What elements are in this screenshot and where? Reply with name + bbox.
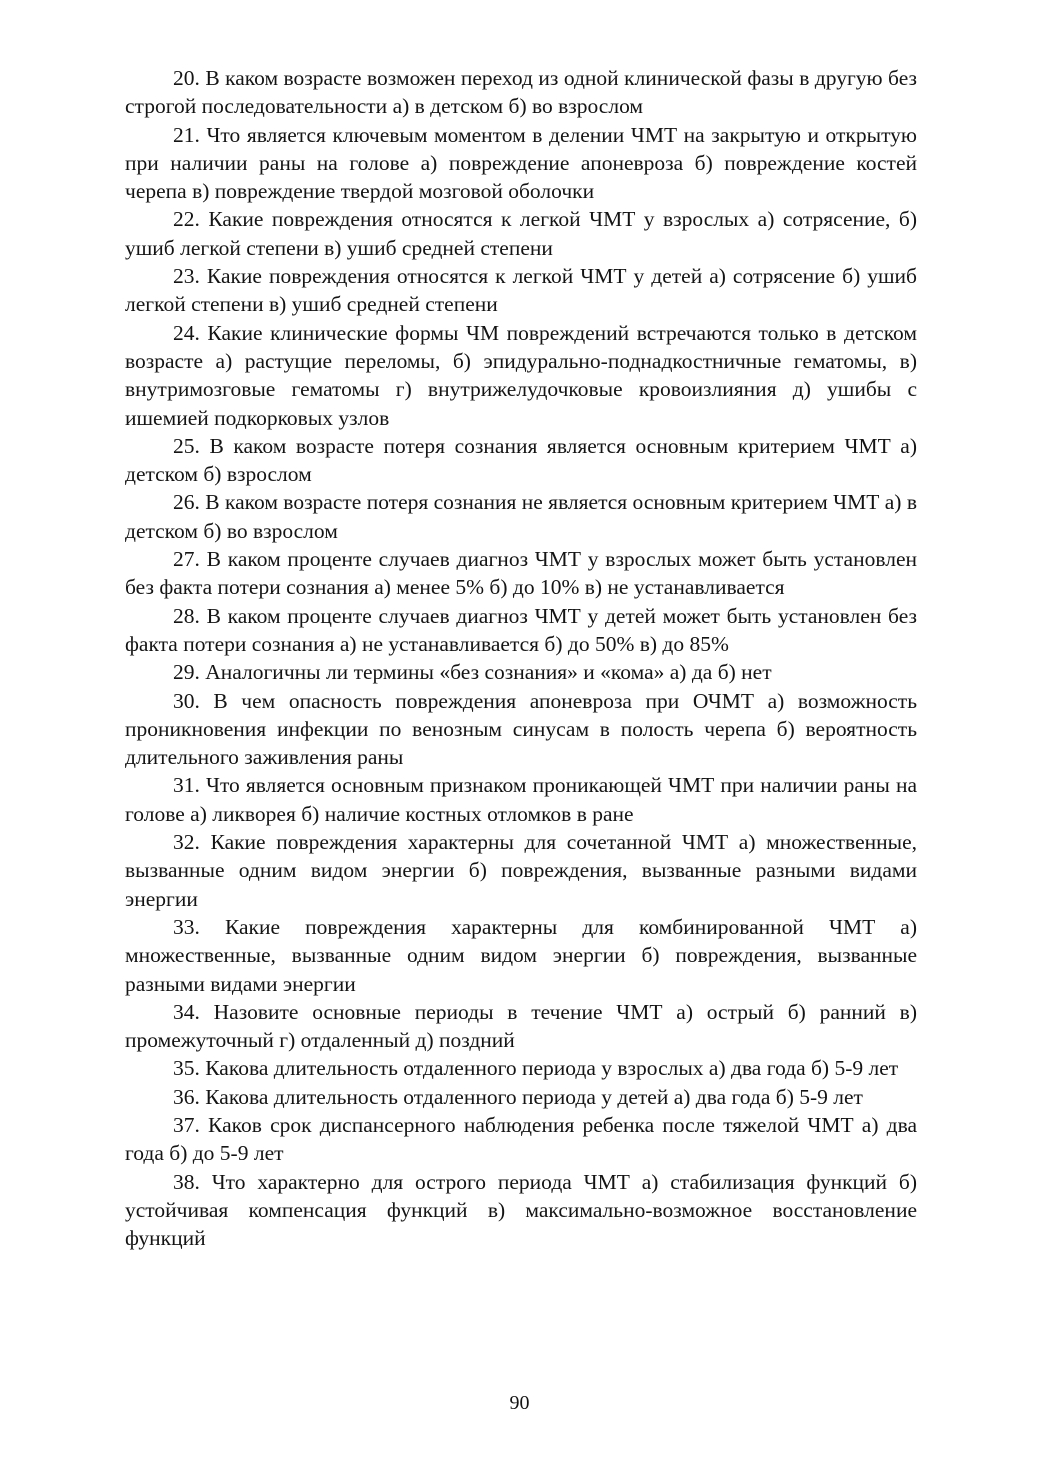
question-22: 22. Какие повреждения относятся к легкой ЧМТ у взрослых а) сотрясение, б) ушиб легкой степени в) ушиб средней степени xyxy=(125,207,917,260)
question-21: 21. Что является ключевым моментом в делении ЧМТ на закрытую и открытую при наличии раны на голове а) повреждение апоневроза б) повреждение костей черепа в) повреждение твердой мозговой оболочки xyxy=(125,122,917,204)
question-35: 35. Какова длительность отдаленного периода у взрослых а) два года б) 5-9 лет xyxy=(173,1056,899,1081)
question-26: 26. В каком возрасте потеря сознания не является основным критерием ЧМТ а) в детском б) во взрослом xyxy=(125,490,917,543)
question-23: 23. Какие повреждения относятся к легкой ЧМТ у детей а) сотрясение б) ушиб легкой степени в) ушиб средней степени xyxy=(125,264,917,317)
question-29: 29. Аналогичны ли термины «без сознания» и «кома» а) да б) нет xyxy=(173,660,772,685)
question-27: 27. В каком проценте случаев диагноз ЧМТ у взрослых может быть установлен без факта потери сознания а) менее 5% б) до 10% в) не устанавливается xyxy=(125,547,917,600)
question-34: 34. Назовите основные периоды в течение ЧМТ а) острый б) ранний в) промежуточный г) отдаленный д) поздний xyxy=(125,999,917,1053)
question-37: 37. Каков срок диспансерного наблюдения ребенка после тяжелой ЧМТ а) два года б) до 5-9 лет xyxy=(125,1112,917,1166)
question-28: 28. В каком проценте случаев диагноз ЧМТ у детей может быть установлен без факта потери сознания а) не устанавливается б) до 50% в) до 85% xyxy=(125,603,917,656)
question-31: 31. Что является основным признаком проникающей ЧМТ при наличии раны на голове а) ликворея б) наличие костных отломков в ране xyxy=(125,773,917,826)
question-20: 20. В каком возрасте возможен переход из одной клинической фазы в другую без строгой последовательности а) в детском б) во взрослом xyxy=(125,66,917,119)
question-33: 33. Какие повреждения характерны для комбинированной ЧМТ а) множественные, вызванные одним видом энергии б) повреждения, вызванные разными видами энергии xyxy=(125,914,917,996)
page-body xyxy=(125,64,917,1252)
page-number: 90 xyxy=(509,1392,530,1414)
question-30: 30. В чем опасность повреждения апоневроза при ОЧМТ а) возможность проникновения инфекции по венозным синусам в полость черепа б) вероятность длительного заживления раны xyxy=(125,688,917,770)
question-32: 32. Какие повреждения характерны для сочетанной ЧМТ а) множественные, вызванные одним видом энергии б) повреждения, вызванные разными видами энергии xyxy=(125,830,917,911)
question-36: 36. Какова длительность отдаленного периода у детей а) два года б) 5-9 лет xyxy=(173,1084,863,1109)
question-38: 38. Что характерно для острого периода ЧМТ а) стабилизация функций б) устойчивая компенсация функций в) максимально-возможное восстановление функций xyxy=(125,1169,917,1251)
question-25: 25. В каком возрасте потеря сознания является основным критерием ЧМТ а) детском б) взрослом xyxy=(125,433,917,487)
question-24: 24. Какие клинические формы ЧМ повреждений встречаются только в детском возрасте а) растущие переломы, б) эпидурально-поднадкостничные гематомы, в) внутримозговые гематомы г) внутрижелудочковые кровоизлияния д) ушибы с ишемией подкорковых узлов xyxy=(125,320,917,430)
